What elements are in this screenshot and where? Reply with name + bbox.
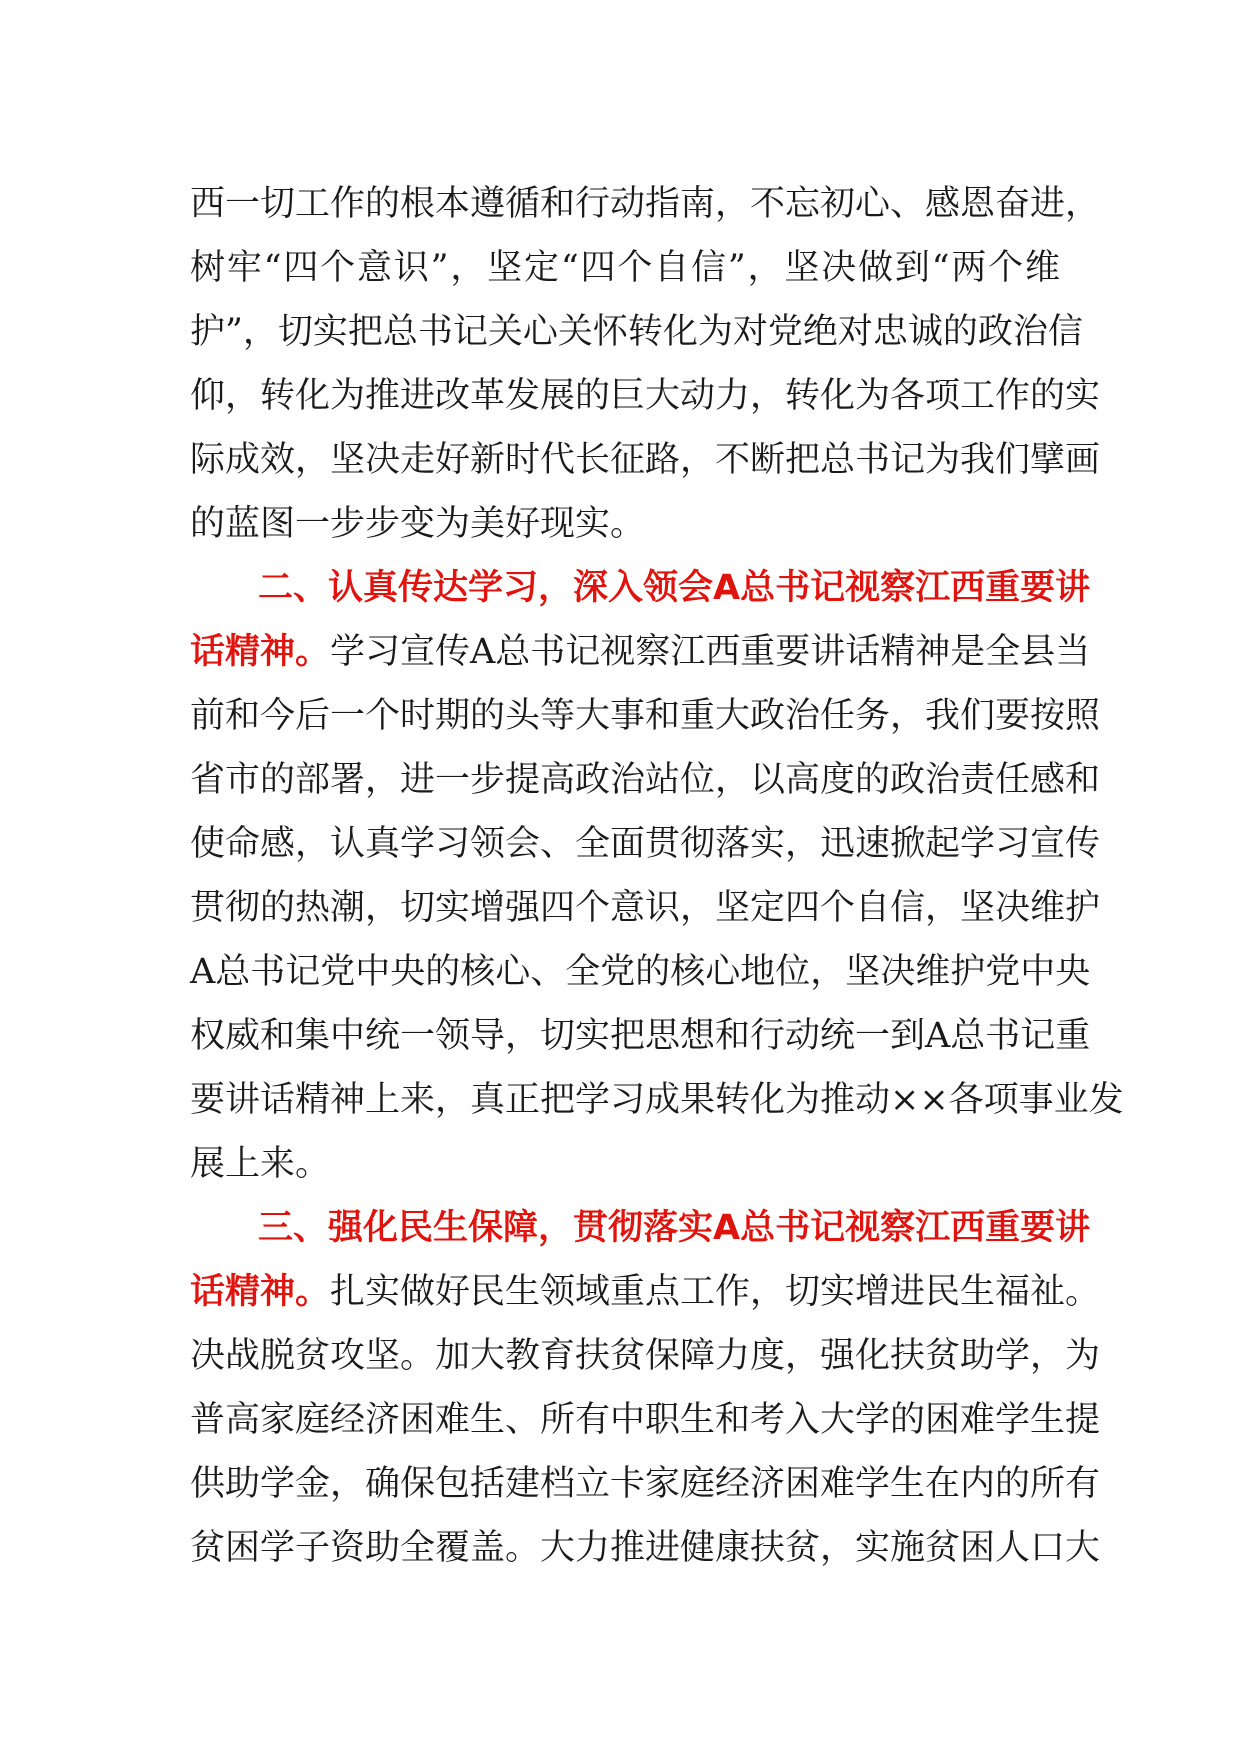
section-heading-tail: 话精神。: [190, 1272, 331, 1312]
paragraph-line: 普高家庭经济困难生、所有中职生和考入大学的困难学生提: [190, 1400, 1101, 1440]
paragraph-line: 西一切工作的根本遵循和行动指南，不忘初心、感恩奋进，: [190, 184, 1101, 224]
paragraph-line: 的蓝图一步步变为美好现实。: [190, 504, 646, 544]
paragraph-line: 树牢“四个意识”，坚定“四个自信”，坚决做到“两个维: [190, 248, 1060, 288]
paragraph-line: 前和今后一个时期的头等大事和重大政治任务，我们要按照: [190, 696, 1101, 736]
paragraph-line: 使命感，认真学习领会、全面贯彻落实，迅速掀起学习宣传: [190, 824, 1101, 864]
section-body-start: 学习宣传A总书记视察江西重要讲话精神是全县当: [330, 632, 1091, 672]
section-heading: 三、强化民生保障，贯彻落实A总书记视察江西重要讲: [258, 1208, 1091, 1248]
section-heading-tail: 话精神。: [190, 632, 331, 672]
paragraph-line: 贯彻的热潮，切实增强四个意识，坚定四个自信，坚决维护: [190, 888, 1101, 928]
paragraph-line: 供助学金，确保包括建档立卡家庭经济困难学生在内的所有: [190, 1464, 1101, 1504]
paragraph-line: 护”，切实把总书记关心关怀转化为对党绝对忠诚的政治信: [190, 312, 1083, 352]
paragraph-line: A总书记党中央的核心、全党的核心地位，坚决维护党中央: [190, 952, 1091, 992]
section-heading-continuation-line: [190, 620, 1091, 684]
paragraph-line: 决战脱贫攻坚。加大教育扶贫保障力度，强化扶贫助学，为: [190, 1336, 1101, 1376]
section-heading: 二、认真传达学习，深入领会A总书记视察江西重要讲: [258, 568, 1091, 608]
paragraph-line: 要讲话精神上来，真正把学习成果转化为推动××各项事业发: [190, 1080, 1124, 1120]
paragraph-line: 仰，转化为推进改革发展的巨大动力，转化为各项工作的实: [190, 376, 1101, 416]
section-heading-continuation-line: [190, 1260, 1101, 1324]
paragraph-line: 权威和集中统一领导，切实把思想和行动统一到A总书记重: [190, 1016, 1091, 1056]
paragraph-line: 展上来。: [190, 1144, 331, 1184]
paragraph-line: 省市的部署，进一步提高政治站位，以高度的政治责任感和: [190, 760, 1101, 800]
paragraph-line: 际成效，坚决走好新时代长征路，不断把总书记为我们擘画: [190, 440, 1101, 480]
section-body-start: 扎实做好民生领域重点工作，切实增进民生福祉。: [330, 1272, 1101, 1312]
paragraph-line: 贫困学子资助全覆盖。大力推进健康扶贫，实施贫困人口大: [190, 1528, 1101, 1568]
